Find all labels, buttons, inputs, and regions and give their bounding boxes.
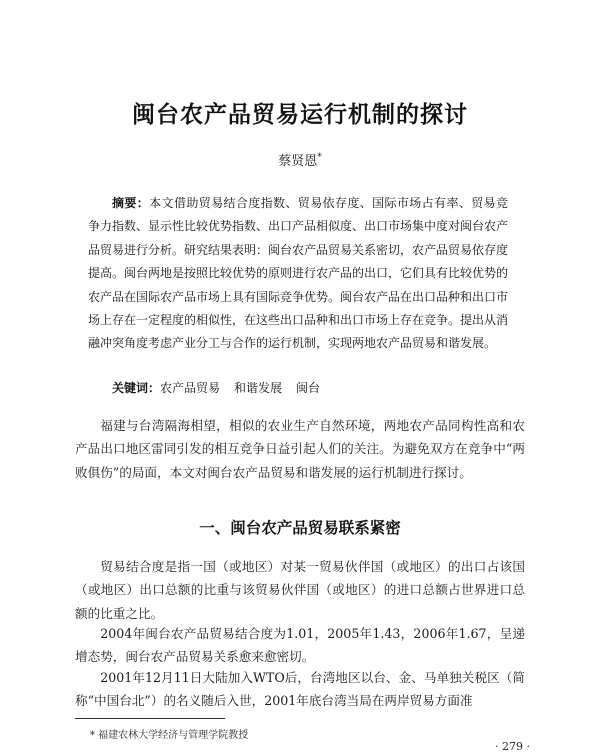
abstract-label: 摘要： — [112, 196, 150, 210]
keyword: 闽台 — [296, 381, 321, 395]
abstract-text: 本文借助贸易结合度指数、贸易依存度、国际市场占有率、贸易竞争力指数、显示性比较优势指数、出口产品相似度、出口市场集中度对闽台农产品贸易进行分析。研究结果表明：闽台农产品贸易关系密切，农产品贸易依存度提高。闽台两地是按照比较优势的原则进行农产品的出口，它们具有比较优势的农产品在国际农产品市场上具有国际竞争优势。闽台农产品在出口品种和出口市场上存在一定程度的相似性，在这些出口品种和出口市场上存在竞争。提出从消融冲突角度考虑产业分工与合作的运行机制，实现两地农产品贸易和谐发展。 — [88, 196, 509, 351]
keywords-label: 关键词： — [112, 381, 161, 395]
intro-paragraph: 福建与台湾隔海相望，相似的农业生产自然环境，两地农产品同构性高和农产品出口地区雷同引发的相互竞争日益引起人们的关注。为避免双方在竞争中“两败俱伤”的局面，本文对闽台农产品贸易和谐发展的运行机制进行探讨。 — [75, 418, 525, 480]
paper-title: 闽台农产品贸易运行机制的探讨 — [132, 102, 468, 128]
keywords — [88, 378, 508, 398]
author-name: 蔡贤恩 — [278, 154, 318, 169]
keyword: 农产品贸易 — [160, 381, 221, 395]
abstract — [88, 192, 508, 356]
author-footnote-mark: * — [317, 152, 322, 163]
footnote-divider — [75, 718, 225, 719]
author-line — [0, 150, 600, 169]
body-paragraph: 2004年闽台农产品贸易结合度为1.01，2005年1.43，2006年1.67，呈递增态势，闽台农产品贸易关系愈来愈密切。 — [75, 626, 525, 665]
body-paragraph: 贸易结合度是指一国（或地区）对某一贸易伙伴国（或地区）的出口占该国（或地区）出口总额的比重与该贸易伙伴国（或地区）的进口总额占世界进口总额的比重之比。 — [75, 559, 525, 621]
section-heading: 一、闽台农产品贸易联系紧密 — [199, 519, 401, 537]
footnote: * 福建农林大学经济与管理学院教授 — [90, 730, 249, 741]
keyword: 和谐发展 — [234, 381, 283, 395]
body-paragraph: 2001年12月11日大陆加入WTO后，台湾地区以台、金、马单独关税区（简称“中国台北”）的名义随后入世，2001年底台湾当局在两岸贸易方面准 — [75, 670, 525, 709]
page-number: · 279 · — [495, 740, 530, 753]
